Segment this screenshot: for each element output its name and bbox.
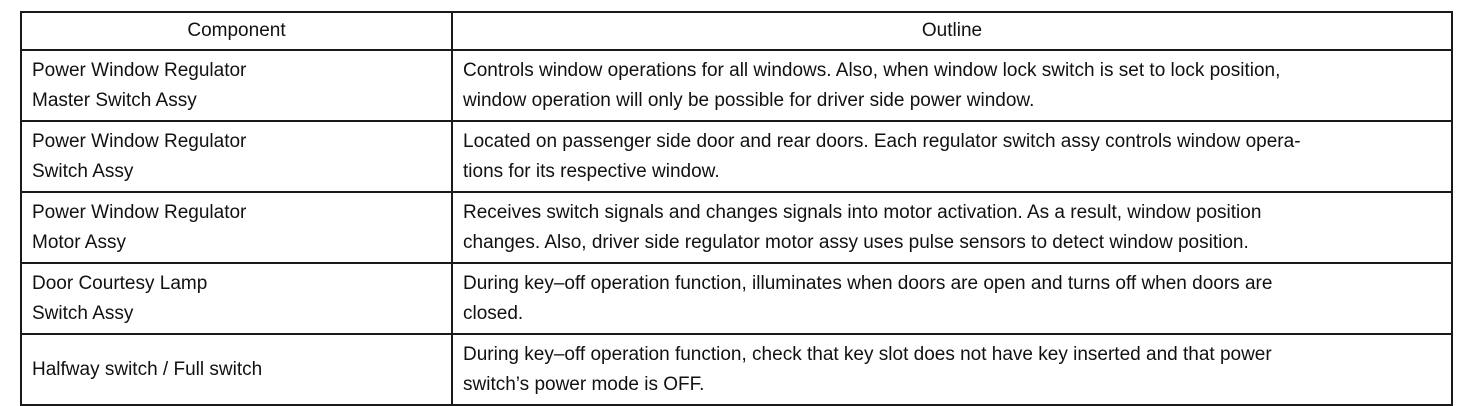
outline-cell — [452, 121, 1452, 192]
component-cell — [21, 334, 452, 405]
component-outline-table — [20, 11, 1453, 406]
component-cell — [21, 50, 452, 121]
outline-line: During key–off operation function, illuminates when doors are open and turns off when doors are — [463, 272, 1273, 294]
header-component: Component — [21, 12, 452, 50]
outline-cell — [452, 50, 1452, 121]
component-line: Switch Assy — [32, 302, 134, 324]
document-page — [20, 11, 1453, 406]
outline-line: Located on passenger side door and rear doors. Each regulator switch assy controls window opera- — [463, 130, 1301, 152]
component-line: Master Switch Assy — [32, 89, 197, 111]
outline-line: changes. Also, driver side regulator motor assy uses pulse sensors to detect window position. — [463, 231, 1249, 253]
outline-line: During key–off operation function, check that key slot does not have key inserted and that power — [463, 343, 1272, 365]
component-line: Motor Assy — [32, 231, 126, 253]
component-cell — [21, 263, 452, 334]
outline-line: window operation will only be possible for driver side power window. — [463, 89, 1035, 111]
outline-cell — [452, 334, 1452, 405]
component-line: Power Window Regulator — [32, 201, 247, 223]
table-row — [21, 192, 1452, 263]
component-cell — [21, 192, 452, 263]
outline-line: switch’s power mode is OFF. — [463, 373, 705, 395]
component-line: Power Window Regulator — [32, 59, 247, 81]
component-cell — [21, 121, 452, 192]
table-header-row — [21, 12, 1452, 50]
table-row — [21, 334, 1452, 405]
component-line: Power Window Regulator — [32, 130, 247, 152]
table-row — [21, 263, 1452, 334]
component-line: Switch Assy — [32, 160, 134, 182]
component-line: Door Courtesy Lamp — [32, 272, 208, 294]
header-outline: Outline — [452, 12, 1452, 50]
outline-line: Controls window operations for all windows. Also, when window lock switch is set to lock position, — [463, 59, 1281, 81]
outline-line: closed. — [463, 302, 524, 324]
outline-cell — [452, 263, 1452, 334]
outline-line: tions for its respective window. — [463, 160, 720, 182]
outline-line: Receives switch signals and changes signals into motor activation. As a result, window position — [463, 201, 1262, 223]
component-line: Halfway switch / Full switch — [32, 358, 263, 380]
table-row — [21, 50, 1452, 121]
table-row — [21, 121, 1452, 192]
outline-cell — [452, 192, 1452, 263]
